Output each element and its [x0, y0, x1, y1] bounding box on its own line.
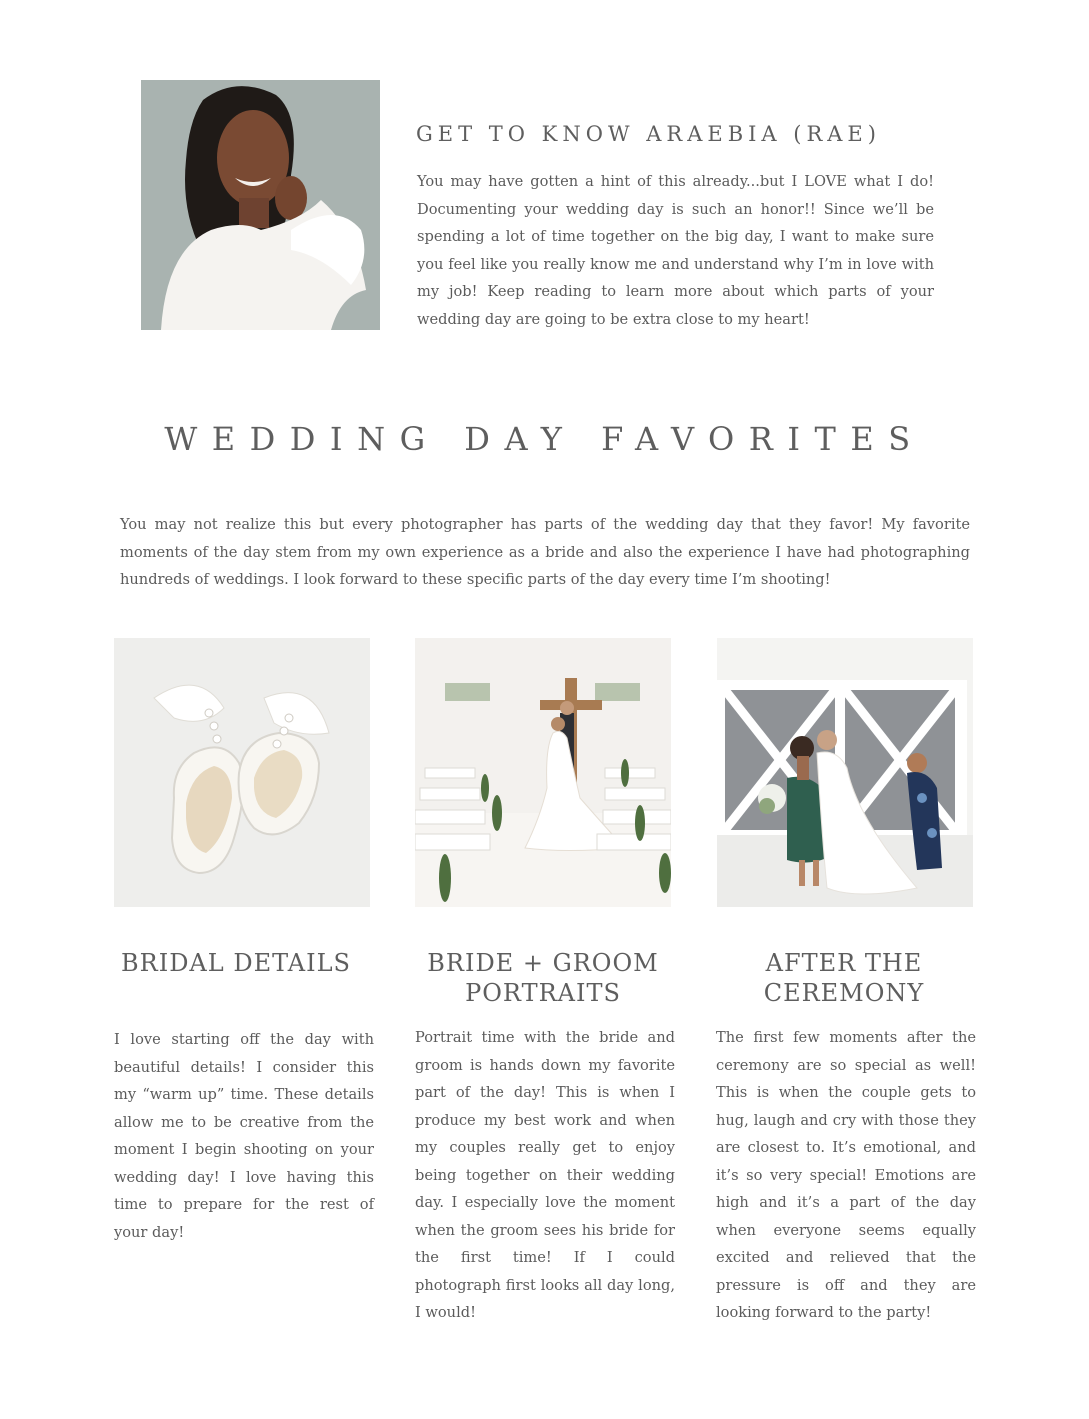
- bridal-details-title: BRIDAL DETAILS: [121, 949, 351, 977]
- bride-groom-body: Portrait time with the bride and groom is hands down my favorite part of the day! This is when I produce my best work and when my couples really get to enjoy being together on their wedding day. I especially love the moment when the groom sees his bride for the first time! If I could photograph first looks all day long, I would!: [415, 1029, 675, 1321]
- bride-groom-photo: [415, 638, 671, 907]
- portrait-photo: [141, 80, 380, 330]
- intro-title: GET TO KNOW ARAEBIA (RAE): [416, 122, 881, 146]
- bride-groom-title: BRIDE + GROOM PORTRAITS: [427, 949, 659, 1007]
- section-title: WEDDING DAY FAVORITES: [164, 420, 925, 458]
- after-ceremony-photo: [717, 638, 973, 907]
- after-ceremony-title: AFTER THE CEREMONY: [763, 949, 925, 1007]
- bridal-details-body: I love starting off the day with beautiful details! I consider this my “warm up” time. These details allow me to be creative from the moment I begin shooting on your wedding day! I love having this time to prepare for the rest of your day!: [114, 1031, 374, 1241]
- after-ceremony-body: The first few moments after the ceremony are so special as well! This is when the couple gets to hug, laugh and cry with those they are closest to. It’s emotional, and it’s so very special! Emotions are high and it’s a part of the day when everyone seems equally excited and relieved that the pressure is off and they are looking forward to the party!: [716, 1029, 976, 1321]
- bridal-details-photo: [114, 638, 370, 907]
- section-body: You may not realize this but every photographer has parts of the wedding day that they favor! My favorite moments of the day stem from my own experience as a bride and also the experience I have had photographing hundreds of weddings. I look forward to these specific parts of the day every time I’m shooting!: [120, 516, 970, 588]
- intro-body: You may have gotten a hint of this already...but I LOVE what I do! Documenting your wedding day is such an honor!! Since we’ll be spending a lot of time together on the big day, I want to make sure you feel like you really know me and understand why I’m in love with my job! Keep reading to learn more about which parts of your wedding day are going to be extra close to my heart!: [417, 173, 934, 328]
